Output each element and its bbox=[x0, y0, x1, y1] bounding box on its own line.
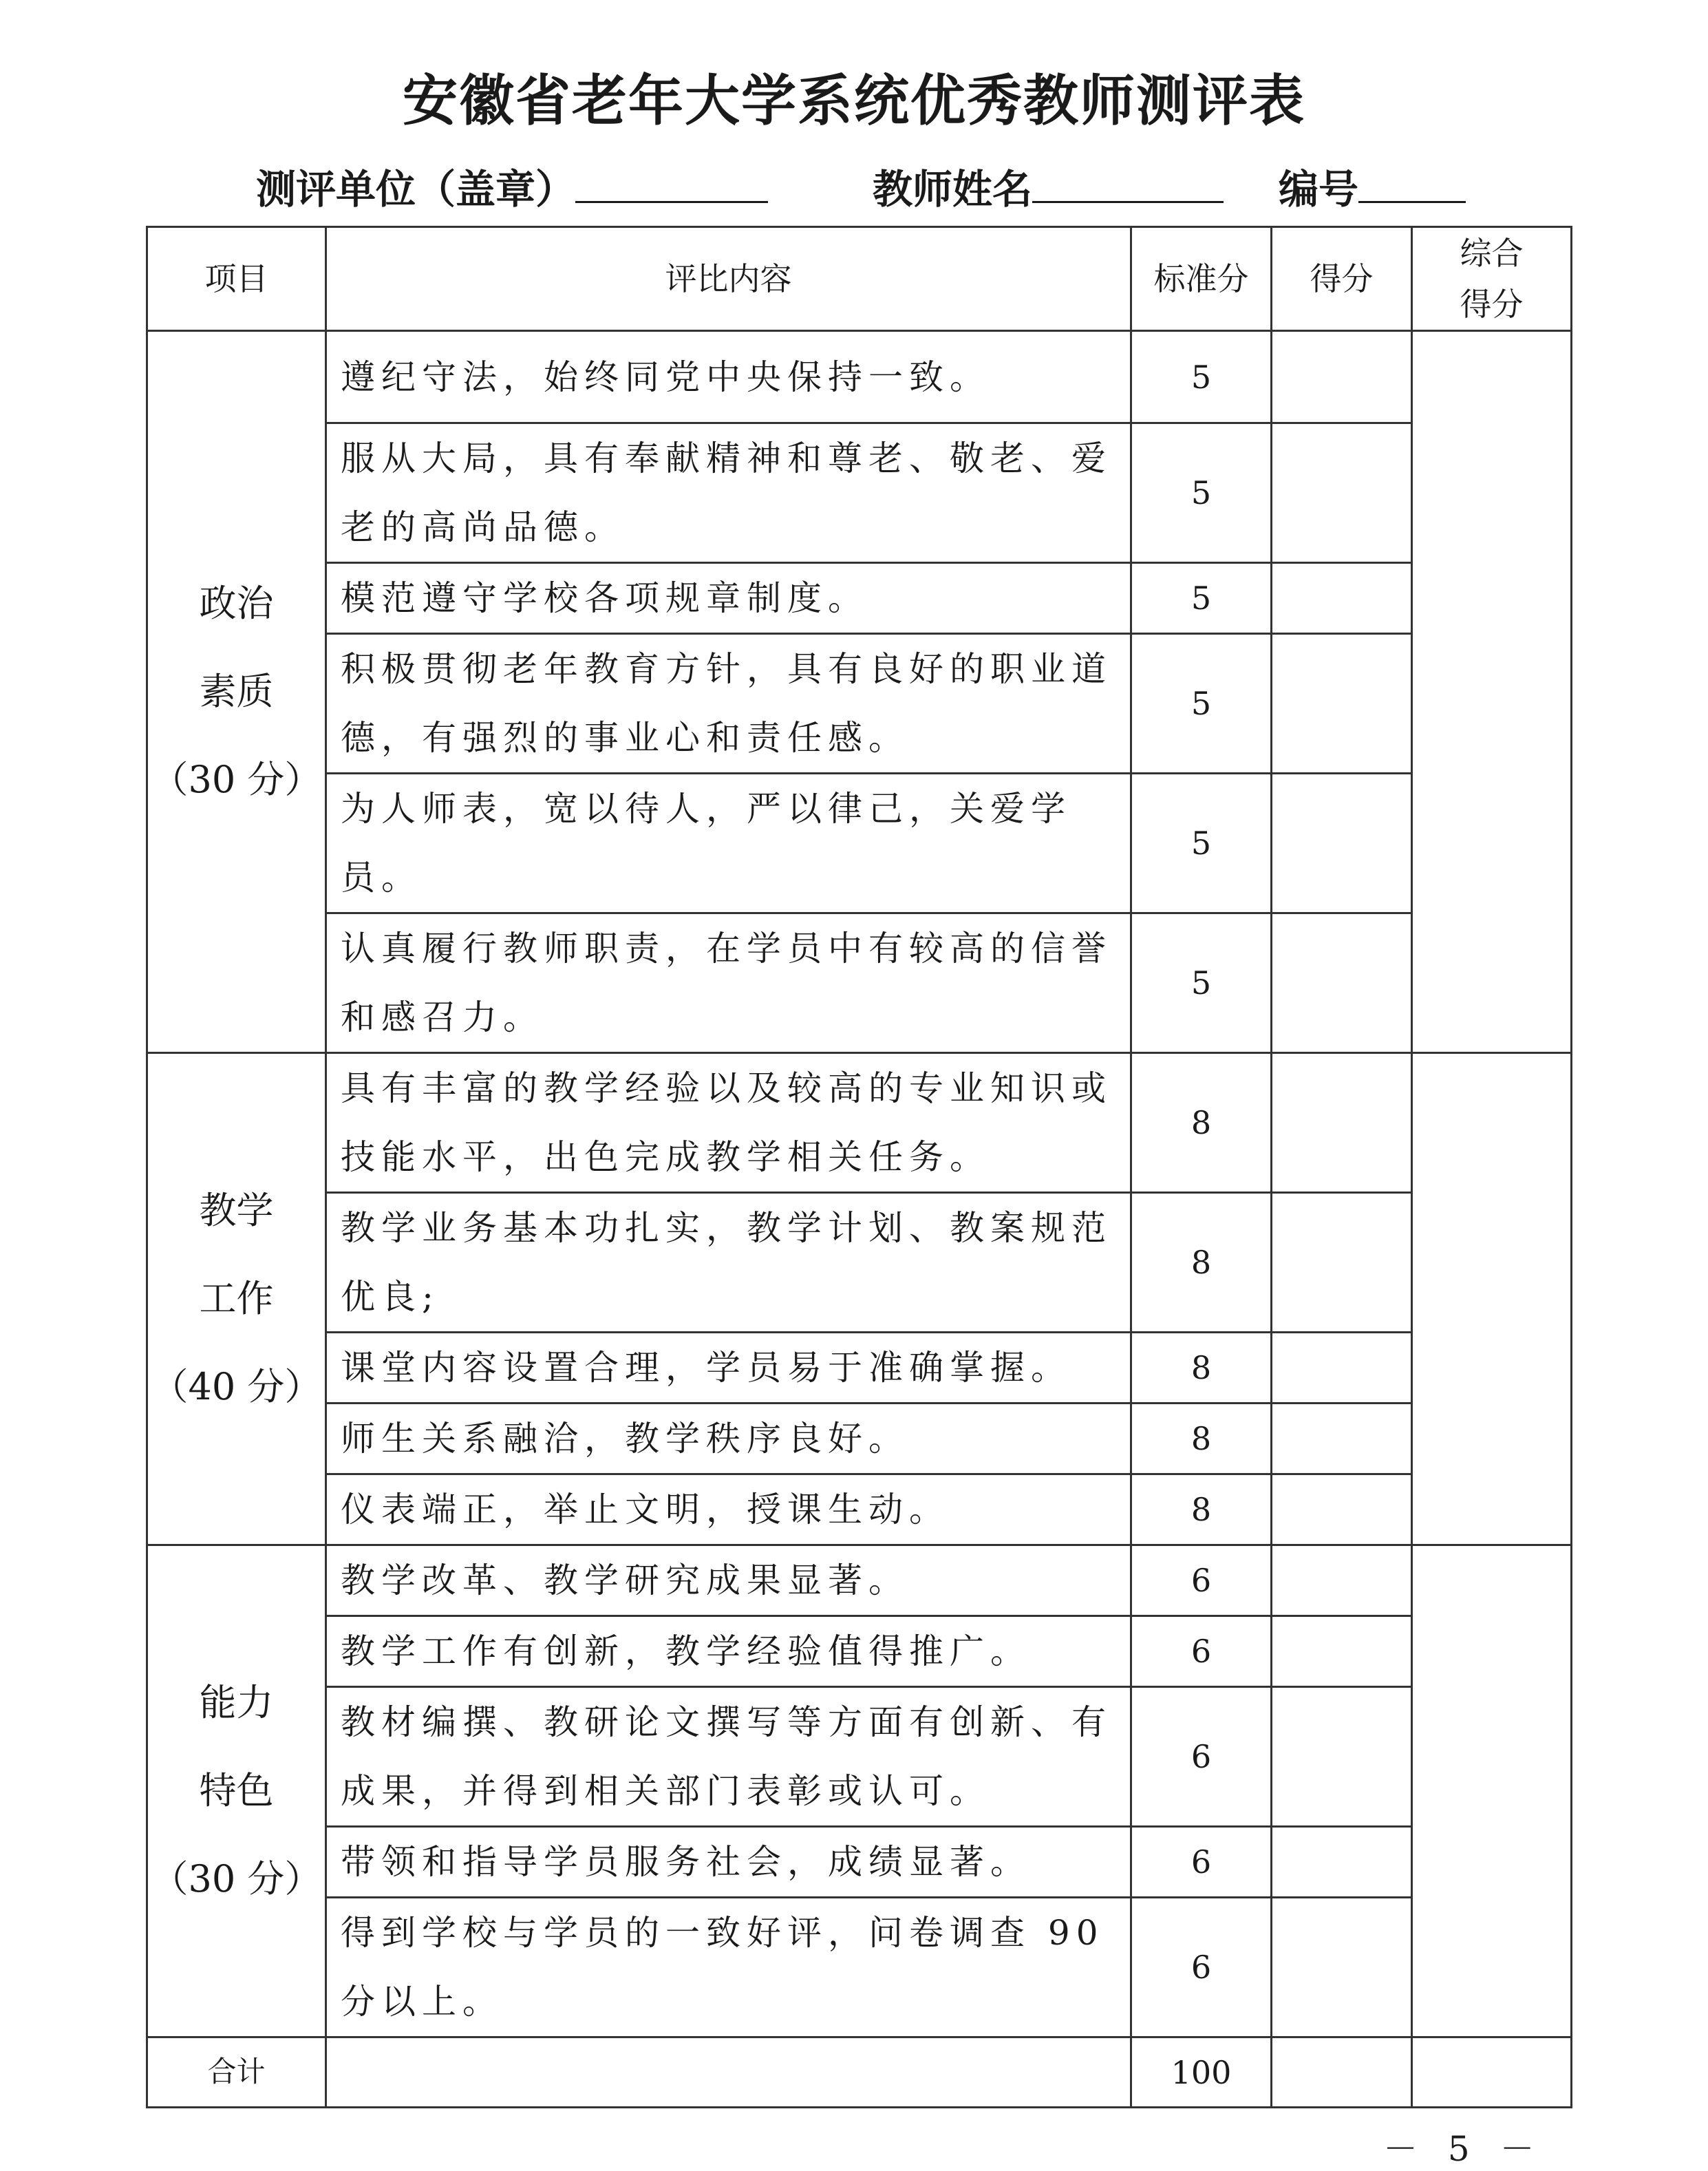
table-row bbox=[147, 1474, 1572, 1545]
header-content: 评比内容 bbox=[326, 227, 1131, 331]
score-cell[interactable] bbox=[1272, 1687, 1412, 1827]
standard-score: 6 bbox=[1131, 1898, 1272, 2037]
criterion-content: 教学工作有创新，教学经验值得推广。 bbox=[326, 1616, 1131, 1687]
category-name-line1: 政治 bbox=[199, 582, 274, 625]
table-header-row bbox=[147, 227, 1572, 331]
standard-score: 6 bbox=[1131, 1827, 1272, 1898]
criterion-content: 得到学校与学员的一致好评，问卷调查 90 分以上。 bbox=[326, 1898, 1131, 2037]
category-points: （30 分） bbox=[151, 1857, 322, 1900]
standard-score: 5 bbox=[1131, 913, 1272, 1053]
composite-score-cell[interactable] bbox=[1412, 1545, 1572, 2037]
total-content-blank bbox=[326, 2037, 1131, 2108]
header-composite-line2: 得分 bbox=[1460, 286, 1524, 323]
table-row bbox=[147, 423, 1572, 563]
criterion-content: 服从大局，具有奉献精神和尊老、敬老、爱老的高尚品德。 bbox=[326, 423, 1131, 563]
header-composite-score bbox=[1412, 227, 1572, 331]
table-row bbox=[147, 1616, 1572, 1687]
criterion-content: 师生关系融洽，教学秩序良好。 bbox=[326, 1404, 1131, 1474]
score-cell[interactable] bbox=[1272, 1474, 1412, 1545]
standard-score: 8 bbox=[1131, 1474, 1272, 1545]
form-title: 安徽省老年大学系统优秀教师测评表 bbox=[403, 68, 1305, 133]
category-teaching-work bbox=[147, 1053, 326, 1545]
score-cell[interactable] bbox=[1272, 1827, 1412, 1898]
table-row bbox=[147, 563, 1572, 634]
table-row bbox=[147, 1898, 1572, 2037]
criterion-content: 带领和指导学员服务社会，成绩显著。 bbox=[326, 1827, 1131, 1898]
total-score-cell[interactable] bbox=[1272, 2037, 1412, 2108]
header-composite-line1: 综合 bbox=[1460, 235, 1524, 272]
standard-score: 5 bbox=[1131, 634, 1272, 774]
standard-score: 8 bbox=[1131, 1053, 1272, 1193]
category-political-quality bbox=[147, 331, 326, 1053]
total-row bbox=[147, 2037, 1572, 2108]
score-cell[interactable] bbox=[1272, 331, 1412, 423]
page-number: － 5 － bbox=[1383, 2129, 1544, 2169]
teacher-name-blank[interactable] bbox=[1032, 162, 1224, 203]
table-row bbox=[147, 913, 1572, 1053]
criterion-content: 教学改革、教学研究成果显著。 bbox=[326, 1545, 1131, 1616]
score-cell[interactable] bbox=[1272, 1616, 1412, 1687]
score-cell[interactable] bbox=[1272, 1404, 1412, 1474]
standard-score: 8 bbox=[1131, 1333, 1272, 1404]
header-score: 得分 bbox=[1272, 227, 1412, 331]
teacher-name-field bbox=[873, 157, 1224, 215]
standard-score: 5 bbox=[1131, 774, 1272, 913]
score-cell[interactable] bbox=[1272, 1193, 1412, 1333]
category-points: （30 分） bbox=[151, 758, 322, 801]
number-field bbox=[1279, 157, 1466, 215]
table-row bbox=[147, 1333, 1572, 1404]
composite-score-cell[interactable] bbox=[1412, 1053, 1572, 1545]
number-label: 编号 bbox=[1279, 166, 1359, 213]
standard-score: 6 bbox=[1131, 1545, 1272, 1616]
criterion-content: 教学业务基本功扎实，教学计划、教案规范优良; bbox=[326, 1193, 1131, 1333]
evaluation-unit-blank[interactable] bbox=[575, 162, 768, 203]
criterion-content: 课堂内容设置合理，学员易于准确掌握。 bbox=[326, 1333, 1131, 1404]
score-cell[interactable] bbox=[1272, 563, 1412, 634]
evaluation-table bbox=[146, 226, 1572, 2108]
score-cell[interactable] bbox=[1272, 913, 1412, 1053]
evaluation-unit-field bbox=[256, 157, 768, 215]
header-standard-score: 标准分 bbox=[1131, 227, 1272, 331]
criterion-content: 模范遵守学校各项规章制度。 bbox=[326, 563, 1131, 634]
category-name-line2: 特色 bbox=[199, 1769, 274, 1812]
category-name-line1: 能力 bbox=[199, 1681, 274, 1724]
table-row bbox=[147, 1404, 1572, 1474]
score-cell[interactable] bbox=[1272, 1545, 1412, 1616]
score-cell[interactable] bbox=[1272, 634, 1412, 774]
criterion-content: 遵纪守法，始终同党中央保持一致。 bbox=[326, 331, 1131, 423]
score-cell[interactable] bbox=[1272, 1898, 1412, 2037]
evaluation-unit-label: 测评单位（盖章） bbox=[256, 166, 576, 213]
criterion-content: 具有丰富的教学经验以及较高的专业知识或技能水平，出色完成教学相关任务。 bbox=[326, 1053, 1131, 1193]
category-points: （40 分） bbox=[151, 1365, 322, 1408]
criterion-content: 为人师表，宽以待人，严以律己，关爱学员。 bbox=[326, 774, 1131, 913]
score-cell[interactable] bbox=[1272, 423, 1412, 563]
table-row bbox=[147, 634, 1572, 774]
total-standard-score: 100 bbox=[1131, 2037, 1272, 2108]
table-row bbox=[147, 1053, 1572, 1193]
standard-score: 5 bbox=[1131, 423, 1272, 563]
standard-score: 6 bbox=[1131, 1616, 1272, 1687]
criterion-content: 认真履行教师职责，在学员中有较高的信誉和感召力。 bbox=[326, 913, 1131, 1053]
category-name-line1: 教学 bbox=[199, 1189, 274, 1232]
number-blank[interactable] bbox=[1358, 162, 1466, 203]
table-row bbox=[147, 1687, 1572, 1827]
teacher-name-label: 教师姓名 bbox=[873, 166, 1033, 213]
criterion-content: 教材编撰、教研论文撰写等方面有创新、有成果，并得到相关部门表彰或认可。 bbox=[326, 1687, 1131, 1827]
header-item: 项目 bbox=[147, 227, 326, 331]
table-row bbox=[147, 1193, 1572, 1333]
criterion-content: 积极贯彻老年教育方针，具有良好的职业道德，有强烈的事业心和责任感。 bbox=[326, 634, 1131, 774]
table-row bbox=[147, 774, 1572, 913]
score-cell[interactable] bbox=[1272, 1053, 1412, 1193]
composite-score-cell[interactable] bbox=[1412, 331, 1572, 1053]
standard-score: 8 bbox=[1131, 1404, 1272, 1474]
standard-score: 5 bbox=[1131, 563, 1272, 634]
score-cell[interactable] bbox=[1272, 1333, 1412, 1404]
table-row bbox=[147, 1827, 1572, 1898]
criterion-content: 仪表端正，举止文明，授课生动。 bbox=[326, 1474, 1131, 1545]
score-cell[interactable] bbox=[1272, 774, 1412, 913]
table-row bbox=[147, 1545, 1572, 1616]
table-row bbox=[147, 331, 1572, 423]
standard-score: 5 bbox=[1131, 331, 1272, 423]
total-composite-cell[interactable] bbox=[1412, 2037, 1572, 2108]
total-label: 合计 bbox=[147, 2037, 326, 2108]
standard-score: 6 bbox=[1131, 1687, 1272, 1827]
category-ability-features bbox=[147, 1545, 326, 2037]
standard-score: 8 bbox=[1131, 1193, 1272, 1333]
category-name-line2: 工作 bbox=[199, 1277, 274, 1320]
category-name-line2: 素质 bbox=[199, 670, 274, 713]
